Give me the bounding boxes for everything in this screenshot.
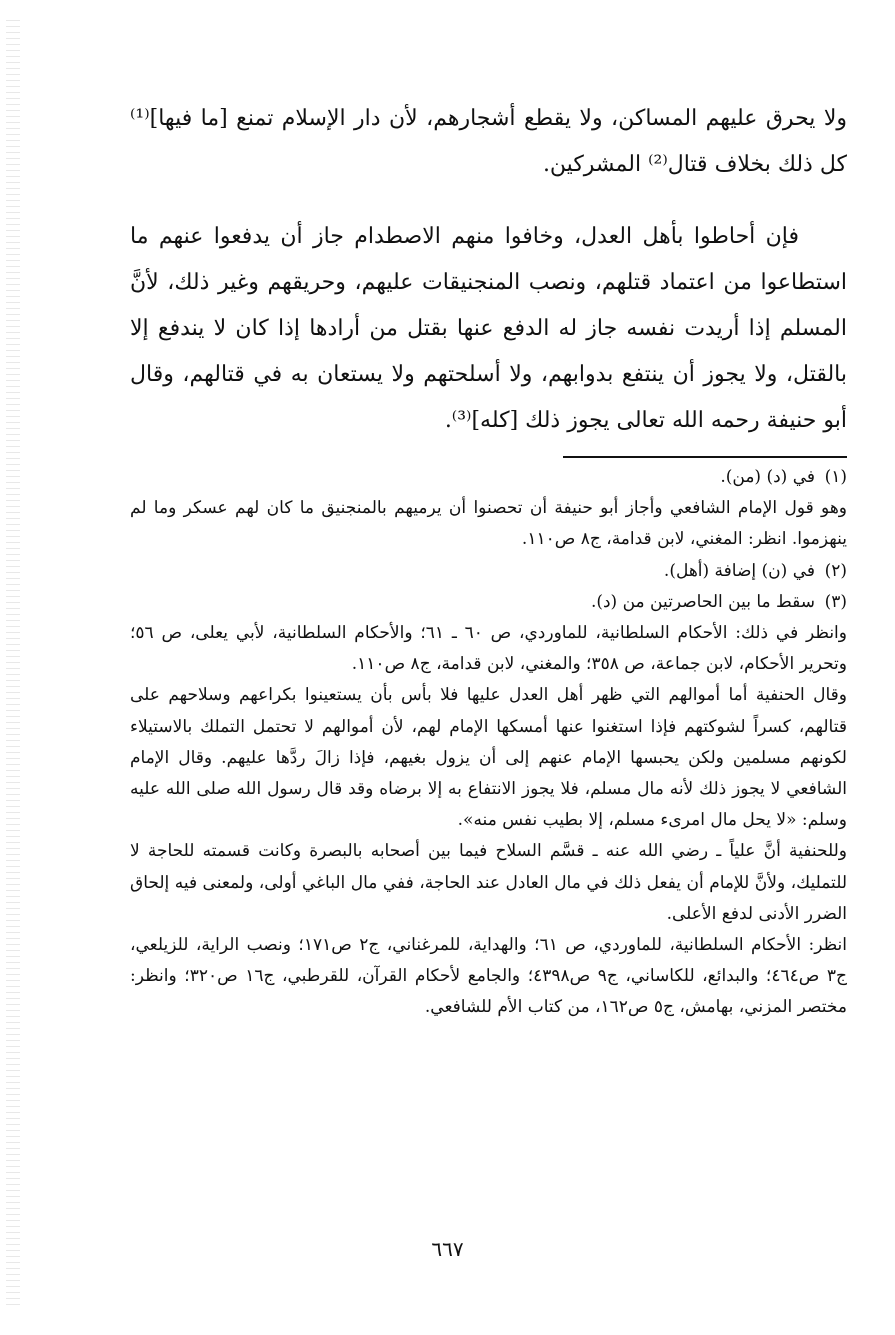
main-text xyxy=(130,96,847,470)
scan-edge-marks xyxy=(6,20,20,1310)
footnote-1-text: في (د) (من). xyxy=(720,467,815,487)
footnote-3-number: (٣) xyxy=(824,591,847,612)
footnote-3-continuation-2: وقال الحنفية أما أموالهم التي ظهر أهل العدل عليها فلا بأس بأن يستعينوا بكراعهم وسلاحهم على قتالهم، كسراً لشوكتهم فإذا استغنوا عنها أمسكها الإمام لهم، لأن أموالهم لا تحتمل التملك بالاستيلاء لكونهم مسلمين ولكن يحبسها الإمام عنهم إلى أن يزول بغيهم، فإذا زالَ ردَّها عليهم. وقال الإمام الشافعي لا يجوز ذلك لأنه مال مسلم، فلا يجوز الانتفاع به إلا برضاه وقد قال رسول الله صلى الله عليه وسلم: «لا يحل مال امرىء مسلم، إلا بطيب نفس منه». xyxy=(130,685,847,831)
footnote-1 xyxy=(130,462,847,493)
footnotes-section xyxy=(130,462,847,1024)
footnote-3-continuation-4: انظر: الأحكام السلطانية، للماوردي، ص ٦١؛ والهداية، للمرغناني، ج٢ ص١٧١؛ ونصب الراية، للزيلعي، ج٣ ص٤٦٤؛ والبدائع، للكاساني، ج٩ ص٤٣٩٨؛ والجامع لأحكام القرآن، للقرطبي، ج١٦ ص٣٢٠؛ وانظر: مختصر المزني، بهامش، ج٥ ص١٦٢، من كتاب الأم للشافعي. xyxy=(130,935,847,1018)
body-paragraph-2: فإن أحاطوا بأهل العدل، وخافوا منهم الاصطدام جاز أن يدفعوا عنهم ما استطاعوا من اعتماد قتلهم، ونصب المنجنيقات عليهم، وحريقهم وغير ذلك، لأنَّ المسلم إذا أريدت نفسه جاز له الدفع عنها بقتل من أرادها إذا كان لا يندفع إلا بالقتل، ولا يجوز أن ينتفع بدوابهم، ولا أسلحتهم ولا يستعان به في قتالهم، وقال أبو حنيفة رحمه الله تعالى يجوز ذلك [كله]⁽³⁾. xyxy=(130,224,848,433)
body-paragraph-1: ولا يحرق عليهم المساكن، ولا يقطع أشجارهم، لأن دار الإسلام تمنع [ما فيها]⁽¹⁾ كل ذلك بخلاف قتال⁽²⁾ المشركين. xyxy=(130,106,847,177)
footnote-2-number: (٢) xyxy=(824,560,847,581)
page-number: ٦٦٧ xyxy=(431,1237,464,1261)
footnote-1-continuation-1: وهو قول الإمام الشافعي وأجاز أبو حنيفة أن تحصنوا أن يرميهم بالمنجنيق ما كان لهم عسكر وما لم ينهزموا. انظر: المغني، لابن قدامة، ج٨ ص١١٠. xyxy=(130,498,847,550)
footnote-3 xyxy=(130,587,847,618)
footnote-3-continuation-3: وللحنفية أنَّ علياً ـ رضي الله عنه ـ قسَّم السلاح فيما بين أصحابه بالبصرة وكانت قسمته للحاجة لا للتمليك، ولأنَّ للإمام أن يفعل ذلك في مال العادل عند الحاجة، ففي مال الباغي أولى، ولمعنى فيه إلحاق الضرر الأدنى لدفع الأعلى. xyxy=(130,841,847,924)
footnote-separator xyxy=(563,456,847,458)
footnote-3-continuation-1: وانظر في ذلك: الأحكام السلطانية، للماوردي، ص ٦٠ ـ ٦١؛ والأحكام السلطانية، لأبي يعلى، ص ٥٦؛ وتحرير الأحكام، لابن جماعة، ص ٣٥٨؛ والمغني، لابن قدامة، ج٨ ص١١٠. xyxy=(130,623,847,675)
footnote-3-text: سقط ما بين الحاصرتين من (د). xyxy=(590,591,815,612)
footnote-2 xyxy=(130,556,847,587)
footnote-2-text: في (ن) إضافة (أهل). xyxy=(663,560,815,581)
footnote-1-number: (١) xyxy=(824,467,847,487)
